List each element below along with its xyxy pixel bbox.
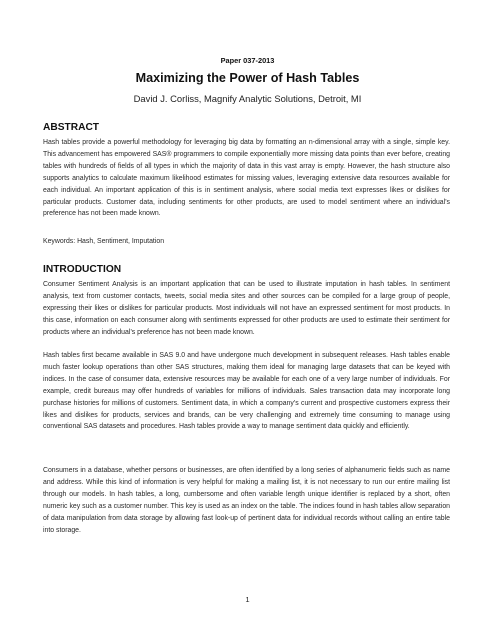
abstract-text: Hash tables provide a powerful methodology for leveraging big data by formatting an n-dimensional array with a single, simple key. This advancement has empowered SAS® programmers to compile exponentially more missing data points than ever before, creating tables with hundreds of fields of all types in which the majority of data in this vast array is empty. However, the hash structure also supports analytics to calculate maximum likelihood estimates for missing values, leveraging extensive data resources available for each individual. An important application of this is in sentiment analysis, where social media text expresses likes or dislikes for particular products. Customer data, including sentiments for other products, are used to model sentiment where an individual’s preference has not been made known. [43,139,450,218]
paper-id: Paper 037-2013 [220,56,275,65]
intro-paragraph-3: Consumers in a database, whether persons or businesses, are often identified by a long series of alphanumeric fields such as name and address. While this kind of information is very helpful for making a mailing list, it is not necessary to run our entire mailing list through our models. In hash tables, a long, cumbersome and often variable length unique identifier is replaced by a short, often numeric key such as a customer number. This key is used as an index on the table. The indices found in hash tables allow separation of data manipulation from data storage by allowing fast look-up of pertinent data for individual records without calling an entire table into storage. [43,467,450,534]
intro-paragraph-1: Consumer Sentiment Analysis is an important application that can be used to illustrate imputation in hash tables. In sentiment analysis, text from customer contacts, tweets, social media sites and other sources can be compiled for a large group of people, expressing their likes or dislikes for particular products. Most individuals will not have an expressed sentiment for most products. In this case, information on each consumer along with sentiments expressed for other products are used to estimate their sentiment for products where an individual’s preference has not been made known. [43,281,450,336]
abstract-heading: ABSTRACT [43,122,100,133]
page-number: 1 [245,595,250,604]
intro-paragraph-2: Hash tables first became available in SAS 9.0 and have undergone much development in subsequent releases. Hash tables enable much faster lookup operations than other SAS structures, making them ideal for managing large datasets that can be keyed with indices. In the case of consumer data, extensive resources may be available for each one of a very large number of individuals. For example, credit bureaus may offer hundreds of variables for millions of individuals. Sales transaction data may incorporate long purchase histories for millions of customers. Sentiment data, in which a company’s current and prospective customers express their likes and dislikes for products, services and brands, can be very challenging and extremely time consuming to manage using conventional SAS datasets and procedures. Hash tables provide a way to manage sentiment data quickly and efficiently. [43,352,450,431]
introduction-heading: INTRODUCTION [43,264,122,275]
paper-title: Maximizing the Power of Hash Tables [135,71,360,85]
paper-authors: David J. Corliss, Magnify Analytic Solutions, Detroit, MI [133,93,362,104]
keywords: Keywords: Hash, Sentiment, Imputation [43,238,165,245]
